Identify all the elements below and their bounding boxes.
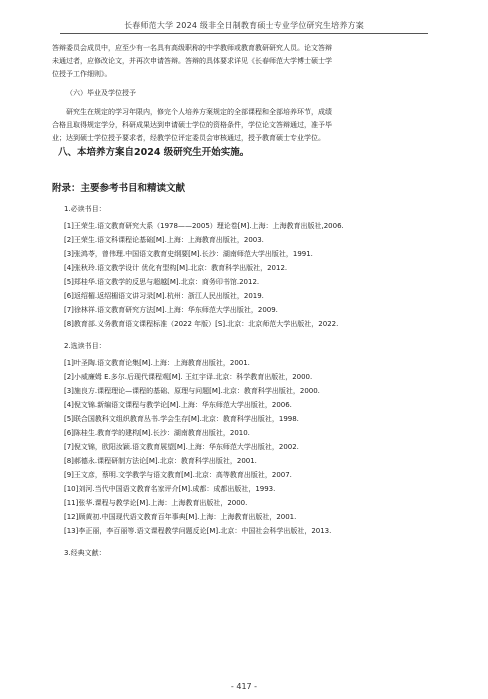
- reference-item: [2]王荣生.语文科课程论基础[M].上海：上海教育出版社，2003.: [64, 236, 264, 244]
- reference-item: [1]叶圣陶.语文教育论集[M].上海：上海教育出版社，2001.: [64, 359, 250, 367]
- section-heading: 八、本培养方案自2024 级研究生开始实施。: [58, 147, 250, 158]
- subsection-heading: （六）毕业及学位授予: [66, 89, 136, 97]
- reference-item: [12]顾黄初.中国现代语文教育百年事典[M].上海：上海教育出版社，2001.: [64, 513, 297, 521]
- reference-item: [11]张华.课程与教学论[M].上海：上海教育出版社，2000.: [64, 499, 248, 507]
- header-rule: [60, 33, 428, 34]
- category-heading: 3.经典文献：: [64, 549, 106, 557]
- paragraph-line: 答辩委员会成员中，应至少有一名具有高级职称的中学教师或教育教研研究人员。论文答辩: [52, 44, 332, 52]
- running-header: 长春师范大学 2024 级非全日制教育硕士专业学位研究生培养方案: [124, 21, 364, 30]
- paragraph-line: 业；达到硕士学位授予要求者，经教学位评定委员会审核通过，授予教育硕士专业学位。: [52, 134, 325, 142]
- paragraph-line: 未通过者，应修改论文，并再次申请答辩。答辩的具体要求详见《长春师范大学博士硕士学: [52, 57, 332, 65]
- page-number: - 417 -: [230, 682, 258, 691]
- reference-item: [1]王荣生.语文教育研究大系（1978——2005）理论卷[M].上海：上海教育出版社,2006.: [64, 222, 344, 230]
- reference-item: [4]张秋玲.语文教学设计 优化有型构[M].北京：教育科学出版社，2012.: [64, 264, 288, 272]
- reference-list-required: [52, 220, 438, 332]
- reference-item: [3]张鸿苓，曾伟理.中国语文教育史纲要[M].长沙：湖南师范大学出版社，1991.: [64, 250, 313, 258]
- reference-item: [3]施良方.课程理论—课程的基础、原理与问题[M].北京：教育科学出版社，2000.: [64, 387, 320, 395]
- reference-item: [4]倪文锦.新编语文课程与教学论[M].上海：华东师范大学出版社，2006.: [64, 401, 292, 409]
- reference-item: [13]李正丽，李百丽等.语文课程教学问题反论[M].北京：中国社会科学出版社，2013.: [64, 527, 332, 535]
- reference-item: [2]小威廉姆 E.多尔.后现代课程观[M]. 王红宇译.北京：科学教育出版社，2000.: [64, 373, 313, 381]
- category-heading: 2.选读书目：: [64, 342, 106, 350]
- reference-item: [7]倪文锦，欧阳汝颖.语文教育展望[M].上海：华东师范大学出版社，2002.: [64, 443, 299, 451]
- reference-item: [8]教育部.义务教育语文课程标准（2022 年版）[S].北京：北京师范大学出版社，2022.: [64, 320, 339, 328]
- reference-item: [8]郝德永.课程研制方法论[M].北京：教育科学出版社，2001.: [64, 457, 257, 465]
- reference-item: [9]王文彦，蔡明.文学教学与语文教育[M].北京：高等教育出版社，2007.: [64, 471, 292, 479]
- reference-item: [7]徐林祥.语文教育研究方法[M].上海：华东师范大学出版社，2009.: [64, 306, 278, 314]
- reference-item: [6]陈桂生.教育学的建构[M].长沙：湖南教育出版社，2010.: [64, 429, 250, 437]
- reference-item: [10]刘河.当代中国语文教育名家评介[M].成都：成都出版社，1993.: [64, 485, 276, 493]
- reference-list-optional: [52, 357, 438, 539]
- appendix-title: 附录：主要参考书目和精读文献: [52, 183, 186, 194]
- paragraph-line: 位授予工作细则》。: [52, 70, 112, 78]
- paragraph-line: 研究生在规定的学习年限内，修完个人培养方案规定的全部课程和全部培养环节，成绩: [66, 108, 332, 116]
- reference-item: [5]郑桂华.语文教学的反思与超越[M].北京：商务印书馆.2012.: [64, 278, 260, 286]
- reference-item: [5]联合国教科文组织教育丛书.学会生存[M].北京：教育科学出版社，1998.: [64, 415, 299, 423]
- reference-item: [6]返绍楣.返绍楣语文讲习录[M].杭州：浙江人民出版社，2019.: [64, 292, 264, 300]
- paragraph-line: 合格且取得规定学分，科研成果达到申请硕士学位的资格条件，学位论文答辩通过，准予毕: [52, 121, 332, 129]
- document-body: [52, 42, 438, 564]
- category-heading: 1.必读书目：: [64, 205, 106, 213]
